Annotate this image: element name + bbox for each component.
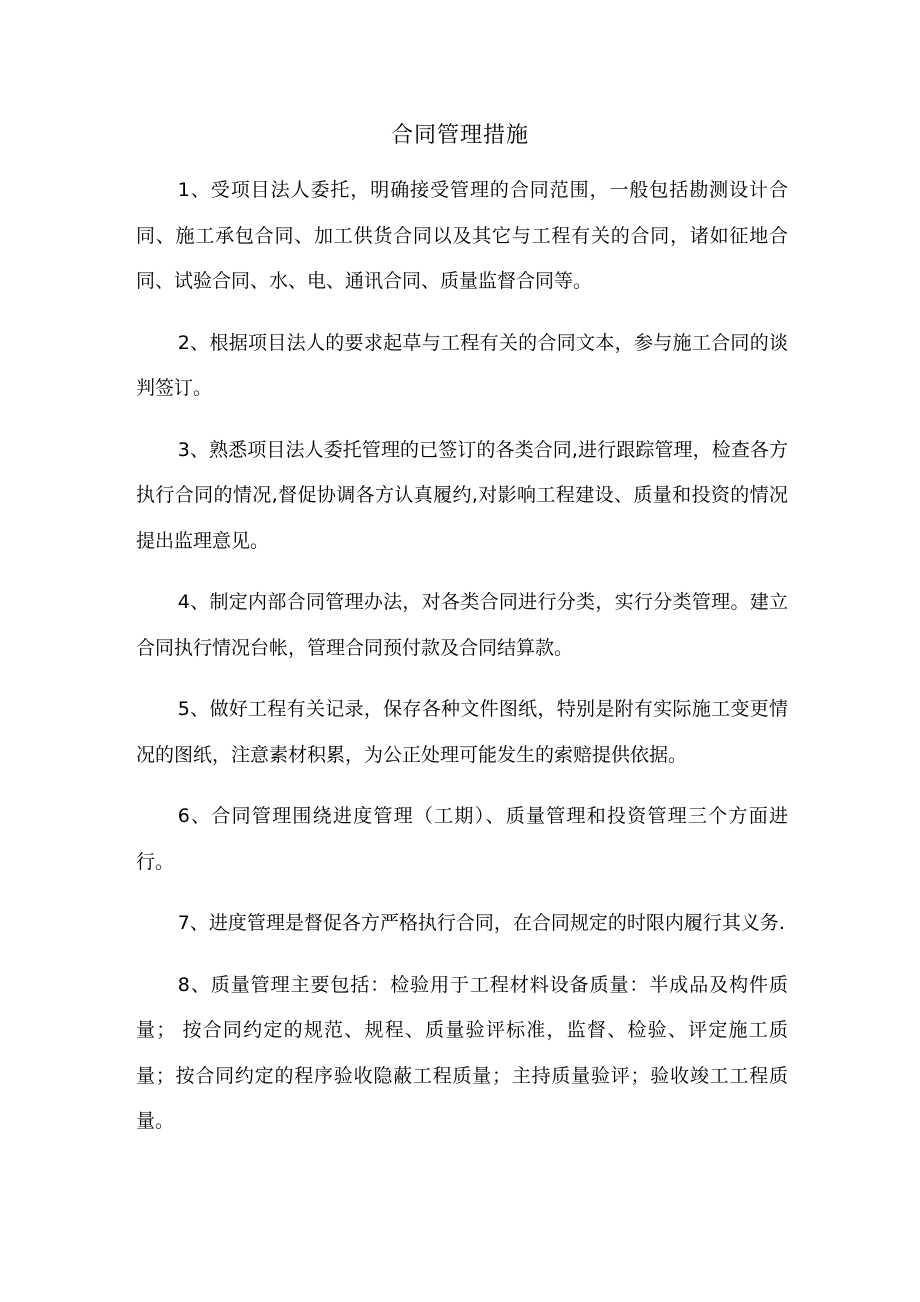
paragraph-8: 8、质量管理主要包括：检验用于工程材料设备质量：半成品及构件质量； 按合同约定的规范、规程、质量验评标准，监督、检验、评定施工质量；按合同约定的程序验收隐蔽工程质量；主持质量验评；验收竣工工程质量。: [136, 973, 788, 1132]
paragraph-2: 2、根据项目法人的要求起草与工程有关的合同文本，参与施工合同的谈判签订。: [136, 331, 788, 399]
paragraph-5: 5、做好工程有关记录，保存各种文件图纸，特别是附有实际施工变更情况的图纸，注意素材积累，为公正处理可能发生的索赔提供依据。: [136, 698, 788, 766]
paragraph-4: 4、制定内部合同管理办法，对各类合同进行分类，实行分类管理。建立合同执行情况台帐，管理合同预付款及合同结算款。: [136, 591, 788, 659]
document-body: [136, 168, 788, 1161]
document-title: 合同管理措施: [390, 123, 529, 148]
paragraph-3: 3、熟悉项目法人委托管理的已签订的各类合同,进行跟踪管理，检查各方执行合同的情况,督促协调各方认真履约,对影响工程建设、质量和投资的情况提出监理意见。: [136, 438, 788, 552]
paragraph-1: 1、受项目法人委托，明确接受管理的合同范围，一般包括勘测设计合同、施工承包合同、加工供货合同以及其它与工程有关的合同，诸如征地合同、试验合同、水、电、通讯合同、质量监督合同等。: [136, 179, 788, 292]
paragraph-6: 6、合同管理围绕进度管理（工期）、质量管理和投资管理三个方面进行。: [136, 805, 788, 873]
paragraph-7: 7、进度管理是督促各方严格执行合同，在合同规定的时限内履行其义务.: [177, 912, 785, 934]
